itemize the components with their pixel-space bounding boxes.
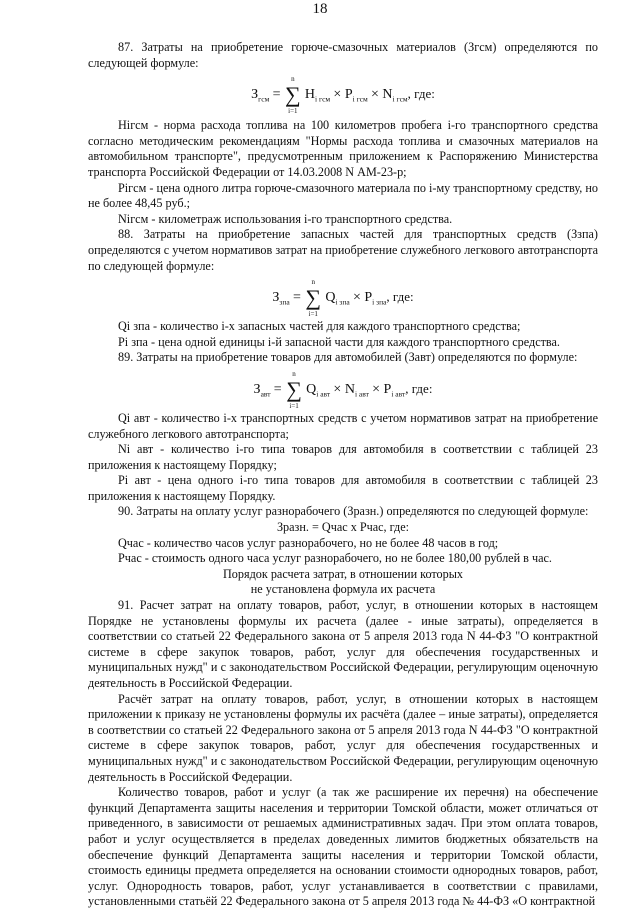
paragraph-90-intro: 90. Затраты на оплату услуг разнорабочего (Зразн.) определяются по следующей формуле:	[118, 504, 589, 519]
definition-parts-quantity: Qi зпа - количество i-х запасных частей для каждого транспортного средства;	[118, 319, 521, 334]
paragraph-other-costs: Расчёт затрат на оплату товаров, работ, услуг, в отношении которых в настоящем приложении к приказу не установлены формулы их расчёта (далее – иные затраты), определяется в соответствии со статьей 22 Федерального закона от 5 апреля 2013 года N 44-ФЗ "О контрактной системе в сфере закупок товаров, работ, услуг для обеспечения государственных и муниципальных нужд" и с законодательством Российской Федерации, регулирующим оценочную деятельность в Российской Федерации.	[88, 691, 598, 784]
formula-auto-goods: $З_{авт}$ = n ∑ i=1 $Q_{i авт} \times N_{i авт} \times P_{i авт}$, где:	[253, 369, 433, 410]
document-body	[88, 40, 598, 910]
definition-fuel-norm: Нiгсм - норма расхода топлива на 100 километров пробега i-го транспортного средства согласно методическим рекомендациям "Нормы расхода топлива и смазочных материалов на автомобильном транспорте", предусмотренным приложением к Распоряжению Министерства транспорта Российской Федерации от 14.03.2008 N АМ-23-р;	[88, 118, 598, 179]
sum-symbol: n ∑ i=1	[305, 278, 322, 319]
sum-symbol: n ∑ i=1	[286, 369, 302, 410]
definition-fuel-mileage: Niгсм - километраж использования i-го транспортного средства.	[118, 211, 453, 226]
paragraph-91: 91. Расчет затрат на оплату товаров, работ, услуг, в отношении которых в настоящем Порядке не установлены формулы их расчета (далее - иные затраты), определяется в соответствии со статьей 22 Федерального закона от 5 апреля 2013 года N 44-ФЗ "О контрактной системе в сфере закупок товаров, работ, услуг для обеспечения государственных и муниципальных нужд" и с законодательством Российской Федерации, регулирующим оценочную деятельность в Российской Федерации.	[88, 598, 598, 690]
definition-auto-quantity: Qi авт - количество i-х транспортных средств с учетом нормативов затрат на приобретение служебного легкового автотранспорта;	[88, 410, 598, 441]
definition-auto-types: Ni авт - количество i-го типа товаров для автомобиля в соответствии с таблицей 23 приложения к настоящему Порядку;	[88, 442, 598, 472]
paragraph-89-intro: 89. Затраты на приобретение товаров для автомобилей (Завт) определяются по формуле:	[118, 350, 578, 365]
definition-laborer-rate: Pчас - стоимость одного часа услуг разнорабочего, но не более 180,00 рублей в час.	[118, 551, 552, 566]
paragraph-87-intro: 87. Затраты на приобретение горюче-смазочных материалов (Згсм) определяются по следующей формуле:	[88, 40, 598, 70]
definition-fuel-price: Piгсм - цена одного литра горюче-смазочного материала по i-му транспортному средству, но не более 48,45 руб.;	[88, 180, 598, 211]
paragraph-88-intro: 88. Затраты на приобретение запасных частей для транспортных средств (Ззпа) определяются с учетом нормативов затрат на приобретение служебного легкового автотранспорта по следующей формуле:	[88, 227, 598, 273]
paragraph-quantity: Количество товаров, работ и услуг (а так же расширение их перечня) на обеспечение функций Департамента защиты населения и территории Томской области, может отличаться от приведенного, в зависимости от решаемых административных задач. При этом оплата товаров, работ и услуг осуществляется в пределах доведенных лимитов бюджетных обязательств на обеспечение функций Департамента защиты населения и территории Томской области, стоимость единицы предмета определяется на основании стоимости однородных товаров, работ, услуг. Однородность товаров, работ, услуг устанавливается в соответствии с правилами, установленными статьёй 22 Федерального закона от 5 апреля 2013 года № 44-ФЗ «О контрактной	[88, 785, 598, 909]
section-heading-line-2: не установлена формула их расчета	[250, 582, 436, 597]
definition-laborer-hours: Qчас - количество часов услуг разнорабочего, но не более 48 часов в год;	[118, 535, 499, 550]
formula-fuel-lhs-sub: гсм	[258, 94, 270, 104]
definition-parts-price: Pi зпа - цена одной единицы i-й запасной части для каждого транспортного средства.	[118, 334, 560, 349]
section-heading-line-1: Порядок расчета затрат, в отношении которых	[222, 566, 464, 581]
formula-fuel: $З_{гсм}$ = n ∑ i=1 $Н_{i гсм} \times Р_{i гсм} \times N_{i гсм}$, где:	[251, 75, 435, 116]
sum-symbol: n ∑ i=1	[284, 75, 301, 116]
formula-fuel-lhs: З	[251, 87, 259, 103]
formula-laborer: Зразн. = Qчас x Pчас, где:	[276, 520, 410, 535]
formula-parts: $З_{зпа}$ = n ∑ i=1 $Q_{i зпа} \times P_{i зпа}$, где:	[272, 278, 414, 319]
definition-auto-price: Pi авт - цена одного i-го типа товаров для автомобиля в соответствии с таблицей 23 приложения к настоящему Порядку.	[88, 473, 598, 503]
page-number: 18	[312, 1, 328, 17]
